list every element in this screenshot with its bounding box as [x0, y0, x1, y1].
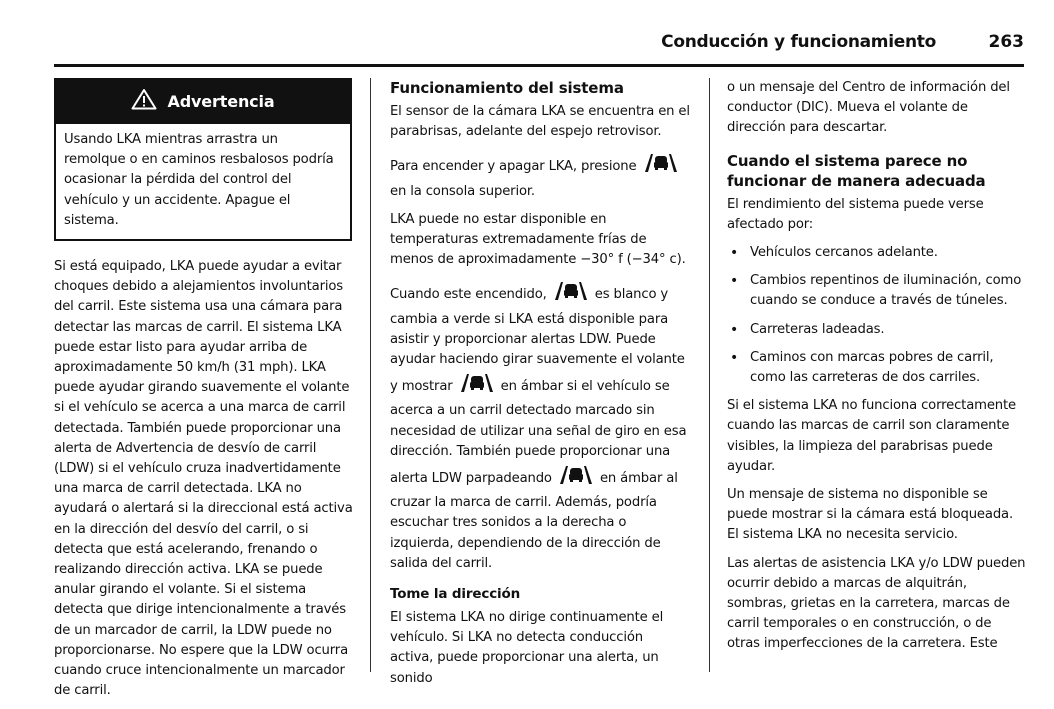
paragraph-status-colors [390, 278, 690, 574]
paragraph-camera-blocked: Un mensaje de sistema no disponible se puede mostrar si la cámara está bloqueada. El sistema LKA no necesita servicio. [727, 487, 1014, 543]
factors-list [727, 243, 1027, 388]
list-item: • Cambios repentinos de iluminación, como cuando se conduce a través de túneles. [727, 271, 1027, 311]
status-text-c: en ámbar si el vehículo se acerca a un carril detectado marcado sin necesidad de utilizar una señal de giro en esa dirección. También puede proporcionar una alerta LDW parpadeando [390, 379, 687, 487]
toggle-text-b: en la consola superior. [390, 183, 535, 199]
paragraph-false-alerts: Las alertas de asistencia LKA y/o LDW pueden ocurrir debido a marcas de alquitrán, sombras, grietas en la carretera, marcas de carril temporales o en construcción, o de otras imperfecciones de la carretera. Este [727, 555, 1026, 652]
lane-keep-assist-icon [553, 278, 589, 309]
intro-paragraph: Si está equipado, LKA puede ayudar a evitar choques debido a alejamientos involuntarios del carril. Este sistema usa una cámara para detectar las marcas de carril. El sistema LKA puede estar listo para ayudar arriba de aproximadamente 50 km/h (31 mph). LKA puede ayudar girando suavemente el volante si el vehículo se acerca a una marca de carril detectada. También puede proporcionar una alerta de Advertencia de desvío de carril (LDW) si el vehículo cruza inadvertidamente una marca de carril detectada. LKA no ayudará o alertará si la direccional está activa en la dirección del desvío del carril, o si detecta que está acelerando, frenando o realizando dirección activa. LKA se puede anular girando el volante. Si el sistema detecta que dirige intencionalmente a través de un marcador de carril, la LDW puede no proporcionarse. No espere que la LDW ocurra cuando cruce intencionalmente un marcador de carril. [54, 259, 353, 699]
column-1 [54, 78, 354, 709]
warning-title: Advertencia [167, 91, 275, 111]
heading-take-steering: Tome la dirección [390, 586, 521, 603]
column-divider-2 [709, 78, 710, 672]
lane-keep-assist-icon [643, 150, 679, 181]
heading-not-working: Cuando el sistema parece no funcionar de manera adecuada [727, 151, 986, 190]
warning-text: Usando LKA mientras arrastra un remolque o en caminos resbalosos podría ocasionar la pérdida del control del vehículo y un accidente. Apague el sistema. [64, 132, 334, 228]
page-number: 263 [988, 32, 1024, 52]
lane-keep-assist-icon [459, 370, 495, 401]
column-divider-1 [370, 78, 371, 672]
paragraph-camera-location: El sensor de la cámara LKA se encuentra en el parabrisas, adelante del espejo retrovisor. [390, 104, 690, 140]
paragraph-toggle [390, 150, 690, 201]
section-title: Conducción y funcionamiento [661, 32, 936, 52]
page-header [54, 30, 1024, 67]
heading-system-operation: Funcionamiento del sistema [390, 79, 624, 97]
paragraph-affected-by: El rendimiento del sistema puede verse afectado por: [727, 196, 984, 232]
warning-header [56, 80, 350, 124]
paragraph-windshield: Si el sistema LKA no funciona correctamente cuando las marcas de carril son claramente visibles, la limpieza del parabrisas puede ayudar. [727, 398, 1016, 474]
column-2 [390, 78, 690, 697]
status-text-d: en ámbar al cruzar la marca de carril. Además, podría escuchar tres sonidos a la derecha o izquierda, dependiendo de la dirección de salida del carril. [390, 471, 678, 571]
status-text-a: Cuando este encendido, [390, 287, 547, 303]
warning-triangle-icon [131, 88, 157, 115]
paragraph-temperature: LKA puede no estar disponible en temperaturas extremadamente frías de menos de aproximadamente −30° f (−34° c). [390, 211, 686, 268]
column-3 [727, 78, 1027, 663]
lane-keep-assist-icon [558, 462, 594, 493]
list-item: • Carreteras ladeadas. [727, 320, 1027, 340]
status-text-b: es blanco y cambia a verde si LKA está disponible para asistir y proporcionar alertas LDW. Puede ayudar haciendo girar suavemente el volante y mostrar [390, 287, 685, 395]
paragraph-dic-message: o un mensaje del Centro de información del conductor (DIC). Mueva el volante de dirección para descartar. [727, 80, 1010, 136]
warning-box [54, 78, 352, 241]
paragraph-steering: El sistema LKA no dirige continuamente el vehículo. Si LKA no detecta conducción activa, puede proporcionar una alerta, un sonido [390, 610, 664, 686]
list-item: • Vehículos cercanos adelante. [727, 243, 1027, 263]
toggle-text-a: Para encender y apagar LKA, presione [390, 159, 637, 175]
list-item: • Caminos con marcas pobres de carril, como las carreteras de dos carriles. [727, 348, 1027, 388]
